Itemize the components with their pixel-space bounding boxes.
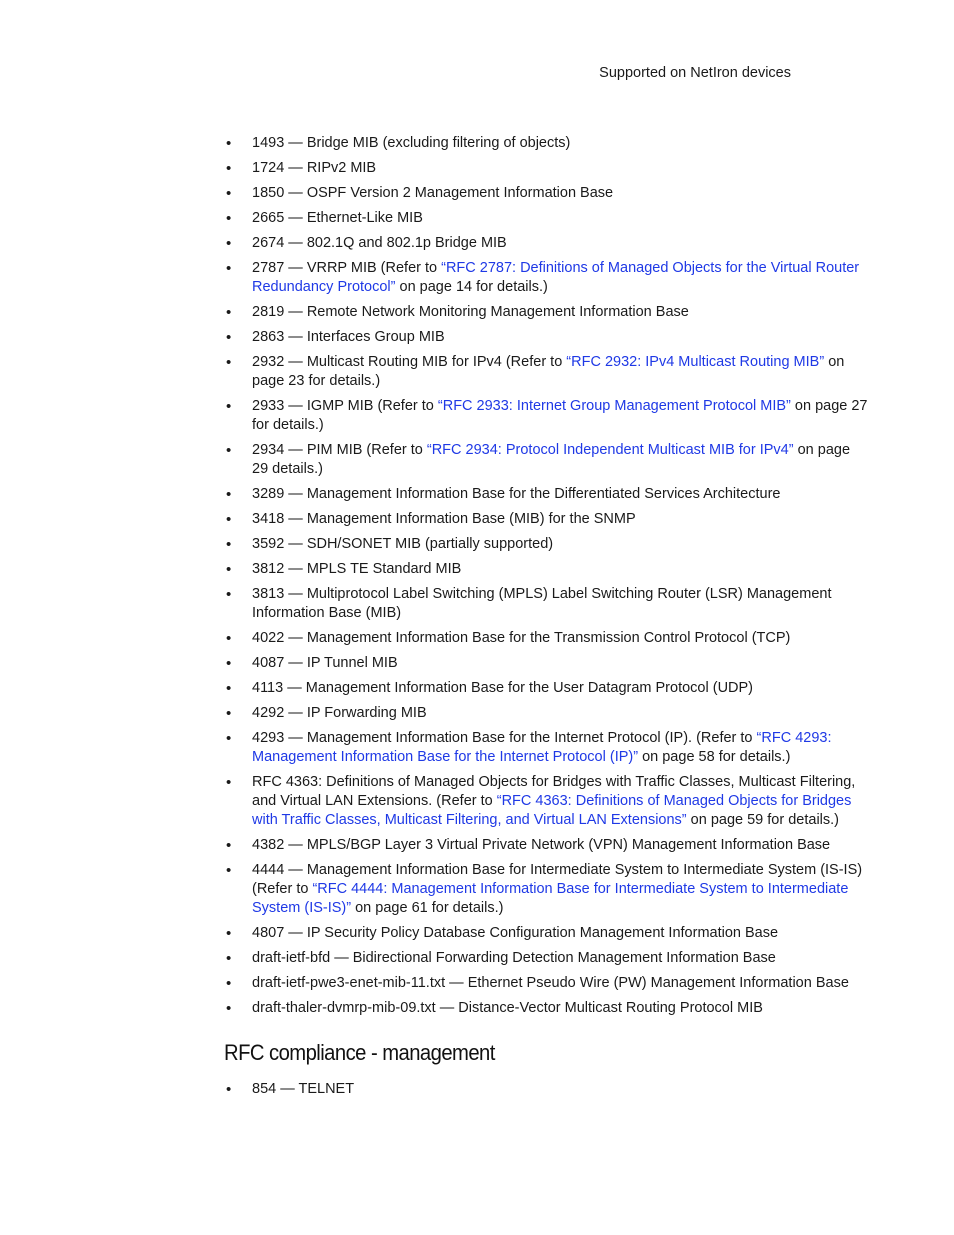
running-header: Supported on NetIron devices (599, 65, 791, 81)
list-item: • 3289 — Management Information Base for the Differentiated Services Architecture (226, 485, 870, 504)
list-item: • 3812 — MPLS TE Standard MIB (226, 560, 870, 579)
list-item: • 4113 — Management Information Base for the User Datagram Protocol (UDP) (226, 679, 870, 698)
cross-reference-link[interactable]: “RFC 2787: Definitions of Managed Objects for the Virtual Router Redundancy Protocol” (252, 260, 860, 295)
cross-reference-link[interactable]: “RFC 2932: IPv4 Multicast Routing MIB” (566, 354, 825, 370)
list-item: • draft-thaler-dvmrp-mib-09.txt — Distance-Vector Multicast Routing Protocol MIB (226, 999, 870, 1018)
list-item: • draft-ietf-bfd — Bidirectional Forwarding Detection Management Information Base (226, 949, 870, 968)
mib-list (226, 134, 870, 1024)
list-item: • 2932 — Multicast Routing MIB for IPv4 (Refer to “RFC 2932: IPv4 Multicast Routing MIB” on page 23 for details.) (226, 353, 870, 391)
list-item: • 4087 — IP Tunnel MIB (226, 654, 870, 673)
list-item: • 2674 — 802.1Q and 802.1p Bridge MIB (226, 234, 870, 253)
list-item: • 4382 — MPLS/BGP Layer 3 Virtual Private Network (VPN) Management Information Base (226, 836, 870, 855)
list-item: • RFC 4363: Definitions of Managed Objects for Bridges with Traffic Classes, Multicast Filtering, and Virtual LAN Extensions. (Refer to “RFC 4363: Definitions of Managed Objects for Bridges with Traffic Classes, Multicast Filtering, and Virtual LAN Extensions” on page 59 for details.) (226, 773, 870, 830)
list-item: • draft-ietf-pwe3-enet-mib-11.txt — Ethernet Pseudo Wire (PW) Management Information Base (226, 974, 870, 993)
management-list (226, 1080, 870, 1099)
list-item: • 4444 — Management Information Base for Intermediate System to Intermediate System (IS-IS) (Refer to “RFC 4444: Management Information Base for Intermediate System to Intermediate System (IS-IS)” on page 61 for details.) (226, 861, 870, 918)
cross-reference-link[interactable]: “RFC 4363: Definitions of Managed Objects for Bridges with Traffic Classes, Multicast Filtering, and Virtual LAN Extensions” (252, 793, 852, 828)
list-item: • 2863 — Interfaces Group MIB (226, 328, 870, 347)
list-item: • 1724 — RIPv2 MIB (226, 159, 870, 178)
list-item: • 854 — TELNET (226, 1080, 870, 1099)
list-item: • 4292 — IP Forwarding MIB (226, 704, 870, 723)
list-item: • 2665 — Ethernet-Like MIB (226, 209, 870, 228)
list-item: • 4293 — Management Information Base for the Internet Protocol (IP). (Refer to “RFC 4293: Management Information Base for the Internet Protocol (IP)” on page 58 for details.) (226, 729, 870, 767)
list-item: • 1493 — Bridge MIB (excluding filtering of objects) (226, 134, 870, 153)
list-item: • 2787 — VRRP MIB (Refer to “RFC 2787: Definitions of Managed Objects for the Virtual Router Redundancy Protocol” on page 14 for details.) (226, 259, 870, 297)
list-item: • 4022 — Management Information Base for the Transmission Control Protocol (TCP) (226, 629, 870, 648)
section-heading: RFC compliance - management (224, 1040, 495, 1065)
list-item: • 2934 — PIM MIB (Refer to “RFC 2934: Protocol Independent Multicast MIB for IPv4” on page 29 details.) (226, 441, 870, 479)
list-item: • 1850 — OSPF Version 2 Management Information Base (226, 184, 870, 203)
list-item: • 3418 — Management Information Base (MIB) for the SNMP (226, 510, 870, 529)
list-item: • 2933 — IGMP MIB (Refer to “RFC 2933: Internet Group Management Protocol MIB” on page 27 for details.) (226, 397, 870, 435)
list-item: • 3592 — SDH/SONET MIB (partially supported) (226, 535, 870, 554)
cross-reference-link[interactable]: “RFC 2934: Protocol Independent Multicast MIB for IPv4” (426, 442, 794, 458)
list-item: • 2819 — Remote Network Monitoring Management Information Base (226, 303, 870, 322)
list-item: • 3813 — Multiprotocol Label Switching (MPLS) Label Switching Router (LSR) Management Information Base (MIB) (226, 585, 870, 623)
cross-reference-link[interactable]: “RFC 4293: Management Information Base for the Internet Protocol (IP)” (252, 730, 832, 765)
cross-reference-link[interactable]: “RFC 2933: Internet Group Management Protocol MIB” (437, 398, 791, 414)
cross-reference-link[interactable]: “RFC 4444: Management Information Base for Intermediate System to Intermediate System (IS-IS)” (252, 881, 849, 916)
list-item: • 4807 — IP Security Policy Database Configuration Management Information Base (226, 924, 870, 943)
